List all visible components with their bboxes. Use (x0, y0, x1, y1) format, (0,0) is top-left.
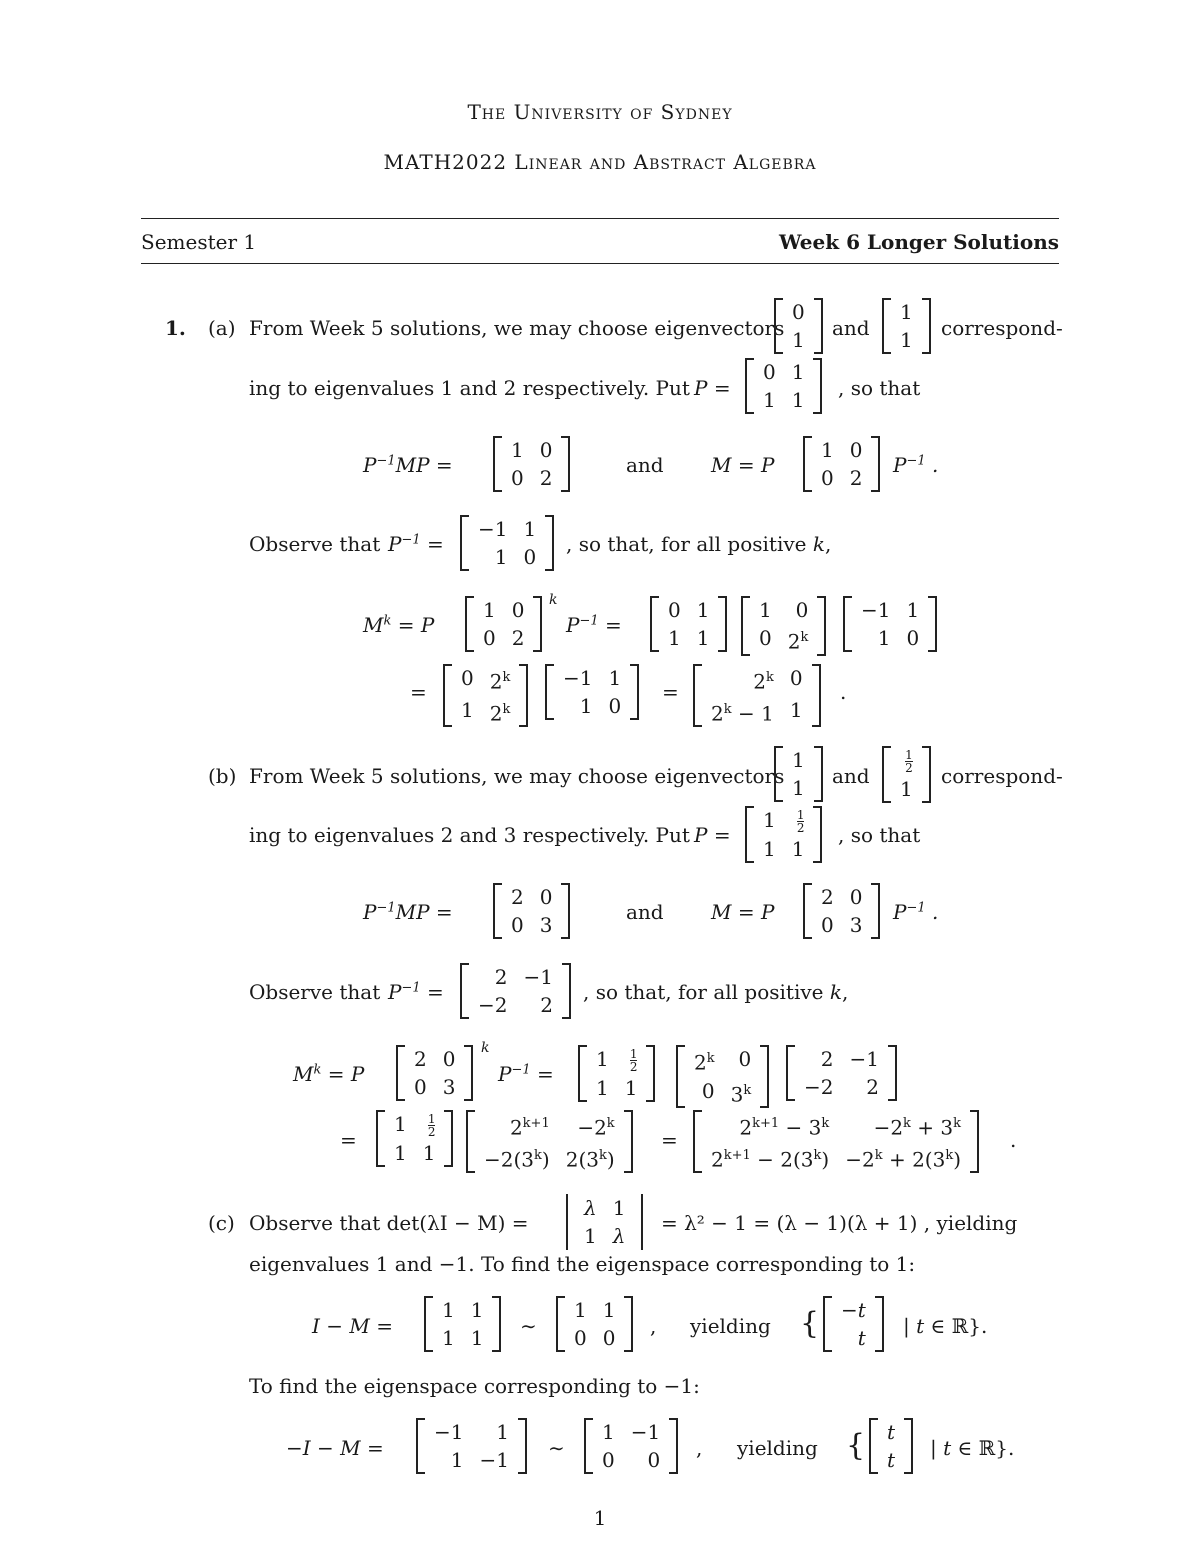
set-open-c2: { (846, 1428, 866, 1463)
mk-a: $M^k = P$ (363, 613, 435, 637)
part-c-line3: To find the eigenspace corresponding to −1: (249, 1374, 700, 1398)
eigenvector-b1: 1 1 (774, 746, 823, 802)
part-b-line2: ing to eigenvalues 2 and 3 respectively. Put (249, 823, 690, 847)
p-equals-b: P = (694, 823, 731, 847)
mk-b: $M^k = P$ (293, 1062, 365, 1086)
part-a-line2: ing to eigenvalues 1 and 2 respectively. Put (249, 376, 690, 400)
p-inverse-a: −1 1 1 0 (460, 515, 554, 571)
yielding-c2: yielding (737, 1436, 818, 1460)
matrix-p-a: 0 1 1 1 (745, 358, 822, 414)
sheet-title: Week 6 Longer Solutions (778, 230, 1059, 254)
comma-c2: , (696, 1436, 703, 1460)
m-equals-b: M = P (711, 900, 775, 924)
and-text: and (832, 316, 870, 340)
diag-b2: 2 0 0 3 (803, 883, 880, 939)
neg-i-minus-m: −I − M = (286, 1436, 384, 1460)
for-all-a: , so that, for all positive k, (566, 532, 832, 556)
page-number: 1 (593, 1506, 607, 1530)
so-that-a: , so that (838, 376, 921, 400)
question-number: 1. (165, 316, 186, 340)
diag-b: 2 0 0 3 (493, 883, 570, 939)
part-a-line1: From Week 5 solutions, we may choose eigenvectors (249, 316, 785, 340)
set-open-c1: { (800, 1306, 820, 1341)
comma-c1: , (650, 1314, 657, 1338)
part-a-label: (a) (208, 316, 236, 340)
k-exp-a: k (549, 592, 558, 608)
p-inv-eq-a: $P^{-1}$ = (388, 532, 444, 556)
correspond-text-b: correspond- (941, 764, 1063, 788)
p-inv-mp-a: $P^{-1}MP$ = (363, 453, 453, 477)
m-equals-a: M = P (711, 453, 775, 477)
p-inverse-a3: −1 1 1 0 (545, 664, 639, 720)
rref-c1: 1 1 0 0 (556, 1296, 633, 1352)
p-inv-eq2-b: $P^{-1}$ = (498, 1062, 554, 1086)
course-title: MATH2022 Linear and Abstract Algebra (383, 150, 817, 174)
rref-c2: 1 −1 0 0 (584, 1418, 678, 1474)
and-text-b: and (832, 764, 870, 788)
matrix-p-b3: 1 $\frac{1}{2}$ 1 1 (376, 1110, 453, 1167)
sim-c2: ∼ (548, 1436, 565, 1460)
diag-a3: 1 0 0 2 (465, 596, 542, 652)
for-all-b: , so that, for all positive k, (583, 980, 849, 1004)
p-inv-eq-b: $P^{-1}$ = (388, 980, 444, 1004)
i-minus-m-matrix: 1 1 1 1 (424, 1296, 501, 1352)
set-cond-c1: | t ∈ ℝ}. (903, 1314, 988, 1338)
semester-label: Semester 1 (141, 230, 257, 254)
neg-i-minus-m-matrix: −1 1 1 −1 (416, 1418, 527, 1474)
yielding-c1: yielding (690, 1314, 771, 1338)
sim-c1: ∼ (520, 1314, 537, 1338)
matrix-p-b2: 1 $\frac{1}{2}$ 1 1 (578, 1045, 655, 1102)
p-inv-b: $P^{-1}$ . (893, 900, 939, 924)
diag-b3: 2 0 0 3 (396, 1045, 473, 1101)
eigenvector-b2: $\frac{1}{2}$ 1 (882, 746, 931, 803)
correspond-text: correspond- (941, 316, 1063, 340)
part-c-line1-post: = λ² − 1 = (λ − 1)(λ + 1) , yielding (661, 1211, 1018, 1235)
eq-sign-a2: = (662, 680, 679, 704)
diag-power-a: 1 0 0 2$^k$ (741, 596, 826, 656)
observe-b: Observe that (249, 980, 381, 1004)
set-cond-c2: | t ∈ ℝ}. (930, 1436, 1015, 1460)
determinant-c: λ 1 1 λ (566, 1194, 643, 1250)
p-inv-eq2-a: $P^{-1}$ = (566, 613, 622, 637)
period-a: . (840, 680, 847, 704)
diag-a2: 1 0 0 2 (803, 436, 880, 492)
diag-a: 1 0 0 2 (493, 436, 570, 492)
eq-sign-b2: = (661, 1128, 678, 1152)
part-c-label: (c) (208, 1211, 235, 1235)
observe-a: Observe that (249, 532, 381, 556)
top-rule (141, 218, 1059, 219)
eigenvector-a1: 0 1 (774, 298, 823, 354)
matrix-p-a2: 0 1 1 1 (650, 596, 727, 652)
k-exp-b: k (481, 1040, 490, 1056)
p-inv-mp-b: $P^{-1}MP$ = (363, 900, 453, 924)
part-b-label: (b) (208, 764, 237, 788)
eigenspace-1: −t t (823, 1296, 884, 1352)
and-mid-b: and (626, 900, 664, 924)
and-mid-a: and (626, 453, 664, 477)
result-b: $2^{k+1} - 3^k$ $-2^k + 3^k$ $2^{k+1} - 2(3^k)$ $-2^k + 2(3^k)$ (693, 1110, 979, 1173)
eq-sign-b: = (340, 1128, 357, 1152)
part-c-line1: Observe that det(λI − M) = (249, 1211, 529, 1235)
eigenspace-neg1: t t (869, 1418, 913, 1474)
diag-power-b: 2$^k$ 0 0 3$^k$ (676, 1045, 769, 1108)
product-a1: 0 2$^k$ 1 2$^k$ (443, 664, 528, 727)
eigenvector-a2: 1 1 (882, 298, 931, 354)
result-a: 2$^k$ 0 $2^k - 1$ 1 (693, 664, 821, 727)
p-inverse-b2: 2 −1 −2 2 (786, 1045, 897, 1101)
p-inverse-a2: −1 1 1 0 (843, 596, 937, 652)
i-minus-m: I − M = (312, 1314, 393, 1338)
product-b1: $2^{k+1}$ $-2^k$ $-2(3^k)$ 2(3$^k$) (466, 1110, 633, 1173)
university-name: The University of Sydney (467, 100, 733, 124)
eq-sign-a: = (410, 680, 427, 704)
p-inv-a: $P^{-1}$ . (893, 453, 939, 477)
bottom-rule (141, 263, 1059, 264)
p-equals: P = (694, 376, 731, 400)
part-b-line1: From Week 5 solutions, we may choose eigenvectors (249, 764, 785, 788)
p-inverse-b: 2 −1 −2 2 (460, 963, 571, 1019)
matrix-p-b: 1 $\frac{1}{2}$ 1 1 (745, 806, 822, 863)
part-c-line2: eigenvalues 1 and −1. To find the eigenspace corresponding to 1: (249, 1252, 916, 1276)
period-b: . (1010, 1128, 1017, 1152)
so-that-b: , so that (838, 823, 921, 847)
